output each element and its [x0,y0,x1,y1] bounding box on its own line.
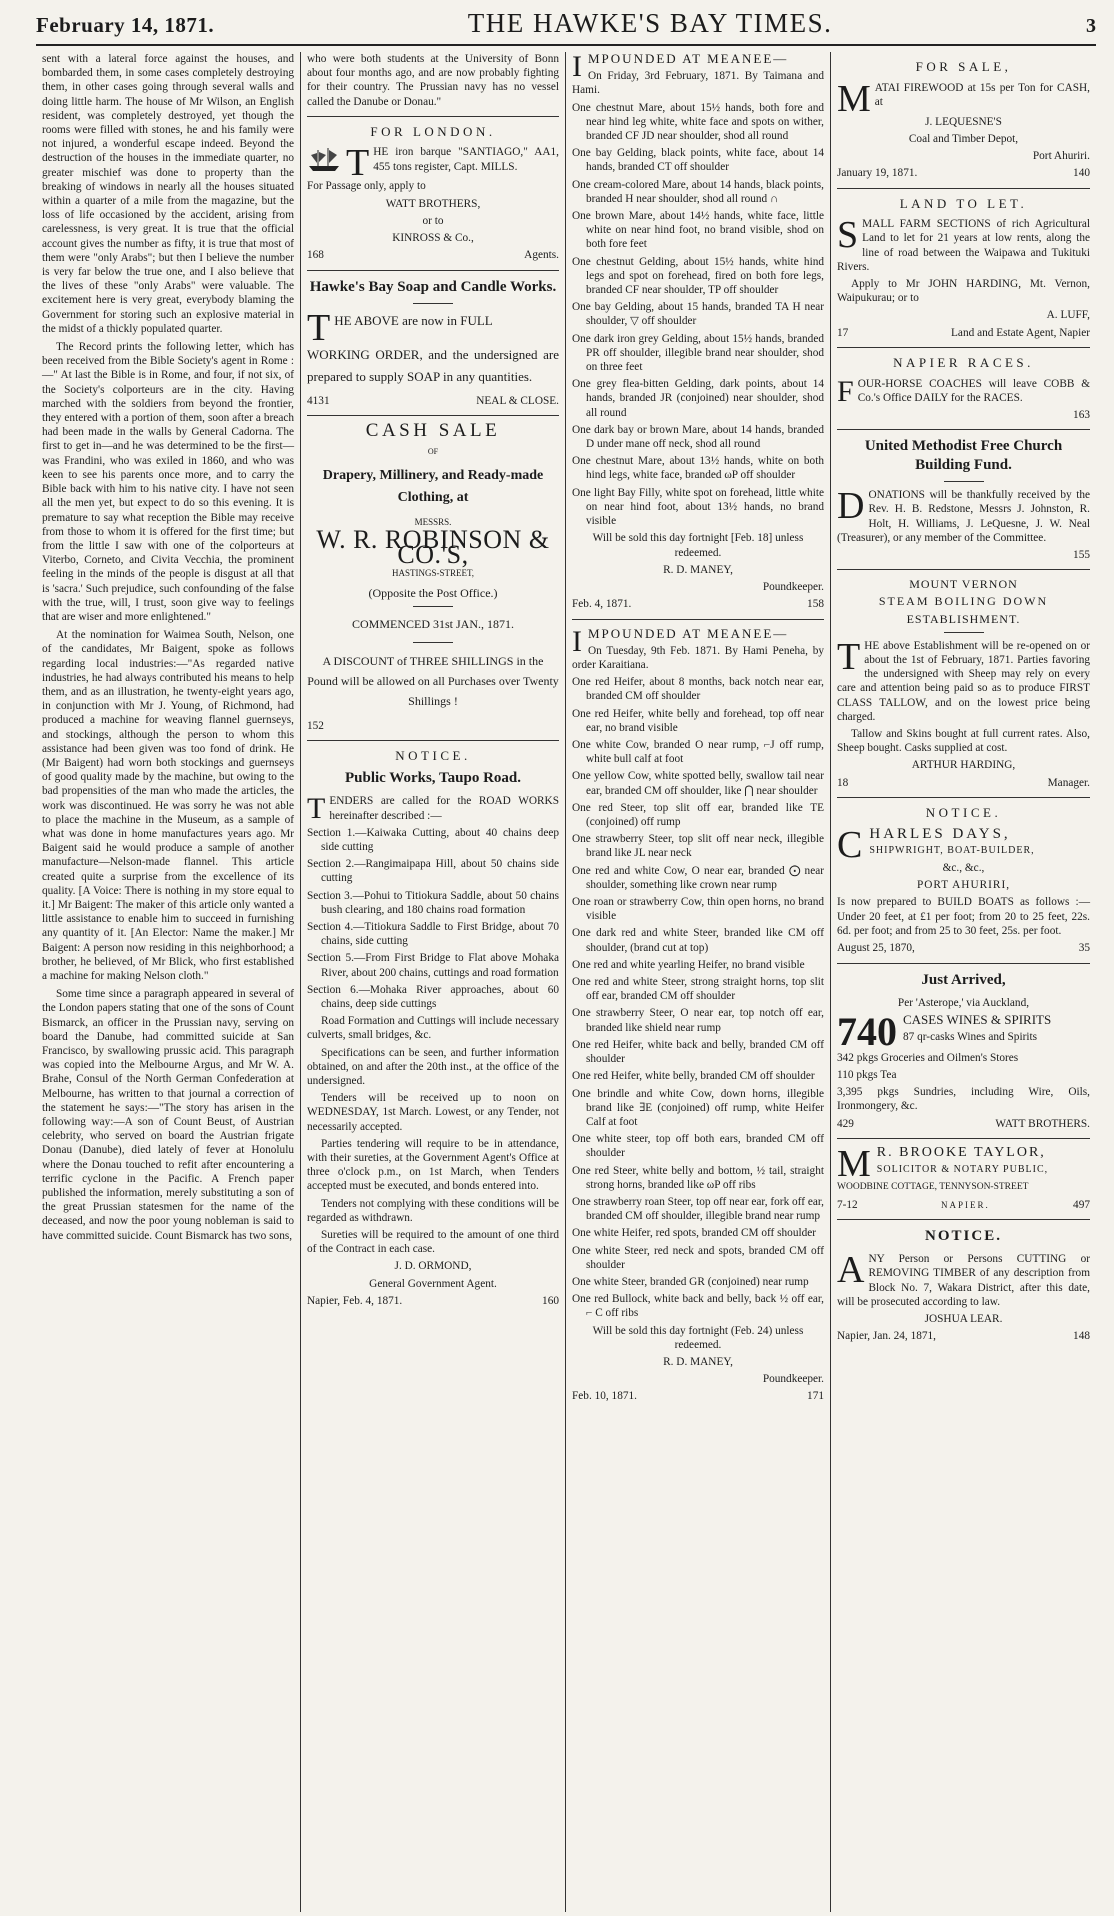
notice-paragraph: Road Formation and Cuttings will include necessary culverts, small bridges, &c. [307,1015,559,1042]
list-item: One red Heifer, white back and belly, branded CM off shoulder [572,1038,824,1066]
short-rule [944,632,984,633]
ad-number: 140 [1073,167,1090,180]
column-2 [301,52,566,1912]
agent-name: KINROSS & Co., [392,231,474,244]
ad-line: Land and Estate Agent, Napier [951,326,1090,339]
drop-cap: T [837,635,861,678]
ad-name: HARLES DAYS, [869,825,1011,842]
ad-number: 18 [837,776,849,789]
ad-napier-races [837,356,1090,422]
column-4 [831,52,1096,1912]
list-item: One red and white Steer, strong straight horns, top slit off ear, branded CM off shoulder [572,976,824,1003]
list-item: One red Heifer, white belly and forehead, top off near ear, no brand visible [572,707,824,734]
list-item: One strawberry roan Steer, top off near ear, fork off ear, branded CM off shoulder, illegible brand near rump [572,1195,824,1223]
ad-line: Agents. [524,249,559,262]
list-item: One red Bullock, white back and belly, back ½ off ear, ⌐ C off ribs [572,1293,824,1320]
impound-heading: MPOUNDED AT MEANEE— [588,52,789,66]
ad-line: SHIPWRIGHT, BOAT-BUILDER, [869,844,1035,856]
ad-line: 3,395 pkgs Sundries, including Wire, Oils, Ironmongery, &c. [837,1086,1090,1113]
notice-paragraph: Sureties will be required to the amount of one third of the Contract in each case. [307,1229,559,1256]
firm-name: W. R. ROBINSON & CO.'S, [316,525,550,569]
ad-line: NAPIER. [941,1199,990,1210]
impound-date: Feb. 10, 1871. [572,1390,637,1403]
impound-date: Feb. 4, 1871. [572,598,632,611]
list-item: One strawberry Steer, top slit off near neck, illegible brand like JL near neck [572,833,824,860]
impound-signer: R. D. MANEY, [663,1355,733,1368]
list-item: One bay Gelding, about 15 hands, branded TA H near shoulder, ▽ off shoulder [572,301,824,328]
drop-cap: T [346,142,370,185]
ad-number: 35 [1078,942,1090,955]
ad-charles-days [837,806,1090,955]
notice-role: General Government Agent. [369,1277,497,1290]
ad-body: Is now prepared to BUILD BOATS as follows :—Under 20 feet, at £1 per foot; from 20 to 25 feet, 22s. 6d. per foot; and from 25 to 30 feet, 25s. per foot. [837,896,1090,937]
ad-number: 17 [837,326,849,339]
ad-date: Napier, Jan. 24, 1871, [837,1330,937,1343]
section-item: Section 2.—Rangimaipapa Hill, about 50 chains side cutting [307,858,559,885]
impound-role: Poundkeeper. [762,1373,824,1386]
divider [837,188,1090,189]
newspaper-title: THE HAWKE'S BAY TIMES. [467,8,833,38]
drop-cap: I [572,624,584,658]
ad-for-london [307,125,559,263]
ad-number: 160 [542,1294,559,1307]
divider [837,1219,1090,1220]
ad-body: HE above Establishment will be re-opened on or about the 1st of February, 1871. Parties favoring the undersigned with Sheep may rely on every care and attention being paid so as to produce FIRST CLASS TALLOW, and on the lowest price being charged. [837,639,1090,723]
notice-paragraph: Tenders will be received up to noon on WEDNESDAY, 1st March. Lowest, or any Tender, not necessarily accepted. [307,1092,559,1133]
ad-body: HE iron barque "SANTIAGO," AA1, 455 tons register, Capt. MILLS. [373,146,559,173]
divider [307,270,559,271]
ad-line: Per 'Asterope,' via Auckland, [897,996,1030,1009]
ad-body: ENDERS are called for the ROAD WORKS hereinafter described :— [329,795,559,822]
ad-line: OF [427,446,439,456]
list-item: One red Steer, white belly and bottom, ½ tail, straight strong horns, branded like ωP off ribs [572,1164,824,1191]
ad-body: MALL FARM SECTIONS of rich Agricultural Land to let for 21 years at low rents, along the line of road between the Waipawa and Tukituki Rivers. [837,218,1090,273]
divider [837,797,1090,798]
ad-number: 497 [1073,1198,1090,1211]
list-item: One white steer, top off both ears, branded CM off shoulder [572,1133,824,1160]
article-paragraph: Some time since a paragraph appeared in several of the London papers stating that one of the sons of Count Bismarck, an officer in the Prussian navy, serving on board the Danube, had committed suicide at San Francisco, by swallowing prussic acid. This paragraph was copied into the Melbourne Argus, and Mr W. A. Brahe, Consul of the North German Confederation at Melbourne, has written to that journal a correction of the statement he says:—"The story has arisen in the following way:—A son of Count Beust, of Austrian celebrity, who served on board the Austrian frigate Donau (Danube), died lately of fever at Honolulu where the Donau touched to refit after encountering a terrific cyclone in the Pacific. A French paper published the information, merely substituting a son of the great Prussian statesmen for the name of the deceased, and now the poor young nobleman is said to have committed suicide. Count Bismarck has two sons, [42,988,294,1242]
ad-line: J. LEQUESNE'S [925,115,1002,128]
ad-number: 168 [307,249,324,262]
list-item: One cream-colored Mare, about 14 hands, black points, branded H near shoulder, shod all round ∩ [572,178,824,205]
ad-number: 429 [837,1117,854,1130]
ad-body: NY Person or Persons CUTTING or REMOVING TIMBER of any description from Block No. 7, Wakara District, after this date, will be prosecuted according to law. [837,1253,1090,1308]
impound-sold: Will be sold this day fortnight (Feb. 24) unless redeemed. [592,1324,804,1351]
ship-icon [307,147,341,173]
column-1 [36,52,301,1912]
divider [837,1138,1090,1139]
ad-line: PORT AHURIRI, [916,879,1011,892]
ad-line: 342 pkgs Groceries and Oilmen's Stores [837,1051,1019,1064]
ad-heading: Just Arrived, [921,971,1006,988]
ad-line: Coal and Timber Depot, [908,132,1019,145]
list-item: One yellow Cow, white spotted belly, swallow tail near ear, branded CM off shoulder, like ⋂ near shoulder [572,770,824,797]
ad-heading: NAPIER RACES. [893,355,1034,371]
ad-line: For Passage only, apply to [307,180,426,193]
notice-paragraph: Parties tendering will require to be in attendance, with their sureties, at the Government Agent's Office at three o'clock p.m., on 1st March, when Tenders accepted must be executed, and bonds entered into. [307,1137,559,1193]
ad-goods: Drapery, Millinery, and Ready-made Clothing, at [322,467,544,505]
drop-cap: A [837,1249,865,1292]
list-item: One chestnut Gelding, about 15½ hands, white hind legs and spot on forehead, fired on both fore legs, branded CF near shoulder, TP off shoulder [572,255,824,297]
ad-brooke-taylor [837,1143,1090,1212]
list-item: One red and white yearling Heifer, no brand visible [572,958,805,971]
list-item: One red Heifer, white belly, branded CM off shoulder [572,1070,815,1083]
notice-signer: J. D. ORMOND, [394,1260,472,1273]
list-item: One white Steer, branded GR (conjoined) near rump [572,1275,809,1288]
ad-heading: STEAM BOILING DOWN [878,594,1049,609]
ad-heading: ESTABLISHMENT. [906,611,1021,626]
list-item: One grey flea-bitten Gelding, dark points, about 14 hands, branded JR (conjoined) near shoulder, shod all round [572,378,824,419]
list-item: One chestnut Mare, about 13½ hands, white on both hind legs, white face, branded ωP off shoulder [572,455,824,482]
article-paragraph: who were both students at the University of Bonn about four months ago, and are now probably fighting for their country. The Prussian navy has no vessel called the Danube or Donau." [307,53,559,108]
list-item: One chestnut Mare, about 15½ hands, both fore and near hind leg white, white face and spots on wither, branded CF JD near shoulder, shod all round [572,101,824,143]
ad-signature: NEAL & CLOSE. [476,394,559,407]
notice-title: Public Works, Taupo Road. [344,770,522,787]
divider [837,429,1090,430]
section-item: Section 5.—From First Bridge to Flat above Mohaka River, about 200 chains, cuttings and road formation [307,952,559,979]
ad-line: WOODBINE COTTAGE, TENNYSON-STREET [837,1182,1029,1193]
drop-cap: T [307,792,326,826]
list-item: One dark red and white Steer, branded like CM off shoulder, (brand cut at top) [572,927,824,954]
divider [837,347,1090,348]
divider [837,963,1090,964]
ad-body: A DISCOUNT of THREE SHILLINGS in the Pound will be allowed on all Purchases over Twenty Shillings ! [307,653,559,708]
ad-line: Manager. [1047,776,1090,789]
article-paragraph: The Record prints the following letter, which has been received from the Bible Society's agent in Rome :—" At last the Bible is in Rome, and four, if not six, of the Society's colporteurs are in the city. Having marched with the soldiers from beyond the frontier, they entered with a portion of them, soon after a breach had been made in the walls by General Cadorna. The first to get in—and he was determined to be the first—was Frandini, who was exiled in 1860, and who was keen to see his parents once more, and to carry the Bible back with him to his native city. I have not seen all the men yet, but expect to do so this evening. It is premature to say what reception the Bible may receive from those to whom it is offered for the first time; but from the little I saw with one of the colporteurs at Viterbo, Corneto, and Civita Vecchia, the prominent feeling in the minds of the people is disgust at all that is 'sacra.' Such prejudice, such confounding of the false with the true, will, I trust, soon give way to feelings that are wiser and more enlightened." [42,341,294,623]
divider [837,569,1090,570]
short-rule [944,481,984,482]
short-rule [413,303,453,304]
columns [36,52,1096,1912]
ad-heading: NOTICE. [395,747,471,763]
ad-number: 152 [307,719,324,732]
ad-number: 7-12 [837,1198,858,1211]
drop-cap: I [572,52,584,83]
ad-body: WORKING ORDER, and the undersigned are prepared to supply SOAP in any quantities. [307,346,559,384]
column-3 [566,52,831,1912]
divider [307,415,559,416]
ad-line: CASES WINES & SPIRITS [903,1011,1052,1027]
article-paragraph: At the nomination for Waimea South, Nelson, one of the candidates, Mr Baigent, spoke as follows regarding local industries:—"As regarded native industries, he had always contributed his means to help them, and as an illustration, he twenty-eight years ago, in conjunction with Mr J. Young, of Richmond, had produced a machine for weaving flannel guernseys, and stockings, although the person to whom this assistance had been given was too fond of drink. He (Mr Baigent) had worn both stockings and guernseys of good quality made by the machine, but owing to the bad propensities of the man who made the articles, the work was discontinued. He was sorry he was not able to place the machine in the Museum, as a sample of what was done in home manufactures years ago. Mr Baigent said he would produce a sample of another manufacture—Nelson-made flannel. This article created quite a surprise from the excellence of its quality. [A Voice: There is nothing in my store equal to it.] Mr Baigent: The maker of this article only wanted a little assistance to enable him to succeed in furnishing any quantity of it. [An Elector: Name the maker.] Mr Baigent: A person now residing in this neighborhood; a brother, he believed, of Mr Blick, who first established a machine for making Nelson cloth." [42,629,294,982]
ad-heading: FOR SALE, [915,59,1012,74]
list-item: One white Steer, red neck and spots, branded CM off shoulder [572,1244,824,1271]
ad-name: R. BROOKE TAYLOR, [876,1145,1046,1161]
ad-heading: NOTICE. [925,805,1002,821]
ad-heading: CASH SALE [365,420,501,442]
short-rule [413,606,453,607]
ad-line: &c., &c., [942,862,985,874]
ad-line: Apply to Mr JOHN HARDING, Mt. Vernon, Waipukurau; or to [837,277,1090,305]
list-item: One white Cow, branded O near rump, ⌐J off rump, white bull calf at foot [572,739,824,766]
ad-cash-sale [307,420,559,733]
ad-line: SOLICITOR & NOTARY PUBLIC, [876,1164,1049,1176]
divider [307,116,559,117]
section-item: Section 4.—Titiokura Saddle to First Bridge, about 70 chains, side cutting [307,920,559,948]
ad-mount-vernon [837,577,1090,790]
impound-intro: On Friday, 3rd February, 1871. By Taimana and Hami. [572,70,824,97]
ad-line: (Opposite the Post Office.) [368,586,498,601]
ad-just-arrived [837,971,1090,1132]
list-item: One brown Mare, about 14½ hands, white face, little white on near hind foot, no brand visible, shod on both fore feet [572,210,824,251]
ad-body: Tallow and Skins bought at full current rates. Also, Sheep bought. Casks supplied at cost. [837,727,1090,755]
issue-date: February 14, 1871. [36,13,215,37]
ad-date: August 25, 1870, [837,942,915,955]
ad-soap-works [307,278,559,409]
ad-line: 110 pkgs Tea [837,1068,897,1081]
ad-body: HE ABOVE are now in FULL [334,312,493,328]
agent-name: A. LUFF, [1046,309,1090,322]
drop-cap: M [837,77,871,120]
ad-heading: LAND TO LET. [899,195,1028,211]
ad-line: HASTINGS-STREET, [391,568,475,579]
section-item: Section 1.—Kaiwaka Cutting, about 40 chains deep side cutting [307,826,559,853]
list-item: One bay Gelding, black points, white face, about 14 hands, branded CT off shoulder [572,147,824,174]
big-number: 740 [837,1008,897,1054]
ad-number: 171 [807,1390,824,1403]
ad-line: COMMENCED 31st JAN., 1871. [351,617,514,632]
ad-line: or to [422,214,444,227]
notice-paragraph: Tenders not complying with these conditions will be regarded as withdrawn. [307,1197,559,1224]
list-item: One strawberry Steer, O near ear, top notch off ear, branded like shield near rump [572,1007,824,1034]
section-item: Section 6.—Mohaka River approaches, about 60 chains, deep side cuttings [307,983,559,1010]
list-item: One red Steer, top slit off ear, branded like TE (conjoined) off rump [572,801,824,829]
ad-line: 87 qr-casks Wines and Spirits [903,1030,1038,1043]
ad-heading: NOTICE. [925,1228,1002,1245]
impound-intro: On Tuesday, 9th Feb. 1871. By Hami Peneha, by order Karaitiana. [572,644,824,672]
notice-date: Napier, Feb. 4, 1871. [307,1294,403,1307]
drop-cap: S [837,214,859,257]
ad-number: 148 [1073,1330,1090,1343]
ad-date: January 19, 1871. [837,167,918,180]
ad-line: Port Ahuriri. [1032,149,1090,162]
drop-cap: F [837,374,854,408]
impound-sold: Will be sold this day fortnight [Feb. 18] unless redeemed. [592,532,804,559]
ad-signature: WATT BROTHERS. [995,1117,1090,1130]
list-item: One dark bay or brown Mare, about 14 hands, branded D under mane off neck, shod all round [572,423,824,451]
impounded-notice-1 [572,52,824,612]
ad-signer: JOSHUA LEAR. [924,1312,1003,1325]
ad-number: 158 [807,598,824,611]
ad-heading: FOR LONDON. [370,123,496,139]
ad-signer: ARTHUR HARDING, [911,759,1016,772]
ad-church-fund [837,437,1090,562]
ad-body: ATAI FIREWOOD at 15s per Ton for CASH, at [874,81,1090,108]
impound-role: Poundkeeper. [762,580,824,593]
ad-number: 4131 [307,394,330,407]
list-item: One roan or strawberry Cow, thin open horns, no brand visible [572,896,824,923]
ad-line: MESSRS. [414,516,452,527]
divider [307,740,559,741]
ad-body: ONATIONS will be thankfully received by the Rev. H. B. Redstone, Messrs J. Johnston, R. Holt, H. Williams, J. LeQuesne, J. W. Neal (Treasurer), or any member of the Committee. [837,489,1090,544]
ad-heading: Hawke's Bay Soap and Candle Works. [309,278,557,295]
notice-paragraph: Specifications can be seen, and further information obtained, on and after the 20th inst., at the office of the undersigned. [307,1046,559,1087]
list-item: One brindle and white Cow, down horns, illegible brand like ∃E (conjoined) off rump, white Heifer Calf at foot [572,1087,824,1128]
drop-cap: T [307,306,331,349]
masthead [36,8,1096,46]
ad-timber-notice [837,1227,1090,1344]
page-number: 3 [1086,15,1096,37]
list-item: One white Heifer, red spots, branded CM off shoulder [572,1227,817,1240]
drop-cap: M [837,1143,873,1186]
ad-number: 155 [1073,548,1090,561]
ad-number: 163 [1073,408,1090,421]
ad-heading: United Methodist Free Church Building Fund. [864,438,1063,474]
drop-cap: D [837,485,865,528]
divider [572,619,824,620]
article-paragraph: sent with a lateral force against the houses, and bombarded them, in some cases completely destroying them, in other cases going through several walls and doing little harm. The house of Mr Wilson, an English resident, was completely destroyed, yet though the rooms were filled with stones, he and his family were not injured, a wonderful escape indeed. Beyond the destruction of the houses in the immediate quarter, no greater mischief was done to property than the breaking of windows in nearly all the houses situated within a quarter of a mile from the magazine, but the loss of life occasioned by the accident, arising from carelessness, is very great. It is true that the official account gives the number as fifty, it is true that most of them were "only Arabs"; but then I believe the number is very far below the true one, and I also believe that the lives of these "only Arabs" were valuable. The excitement here is very great, everybody blaming the Government for storing such an explosive material in the midst of a thickly populated quarter. [42,53,294,335]
short-rule [413,642,453,643]
list-item: One red Heifer, about 8 months, back notch near ear, branded CM off shoulder [572,676,824,703]
ad-land-to-let [837,197,1090,340]
ad-for-sale [837,60,1090,181]
ad-body: OUR-HORSE COACHES will leave COBB & Co.'s Office DAILY for the RACES. [857,377,1090,404]
list-item: One light Bay Filly, white spot on forehead, little white on near hind foot, about 13½ hands, no brand visible [572,486,824,528]
ad-heading: MOUNT VERNON [909,577,1018,592]
notice-public-works [307,749,559,1309]
impound-signer: R. D. MANEY, [663,563,733,576]
agent-name: WATT BROTHERS, [385,197,481,210]
list-item: One dark iron grey Gelding, about 15½ hands, branded PR off shoulder, illegible brand near shoulder, shod on three feet [572,332,824,374]
drop-cap: C [837,823,866,866]
section-item: Section 3.—Pohui to Titiokura Saddle, about 50 chains bush clearing, and 180 chains road formation [307,889,559,916]
list-item: One red and white Cow, O near ear, branded ⨀ near shoulder, something like crown near rump [572,864,824,891]
impounded-notice-2 [572,624,824,1404]
impound-heading: MPOUNDED AT MEANEE— [588,625,789,641]
